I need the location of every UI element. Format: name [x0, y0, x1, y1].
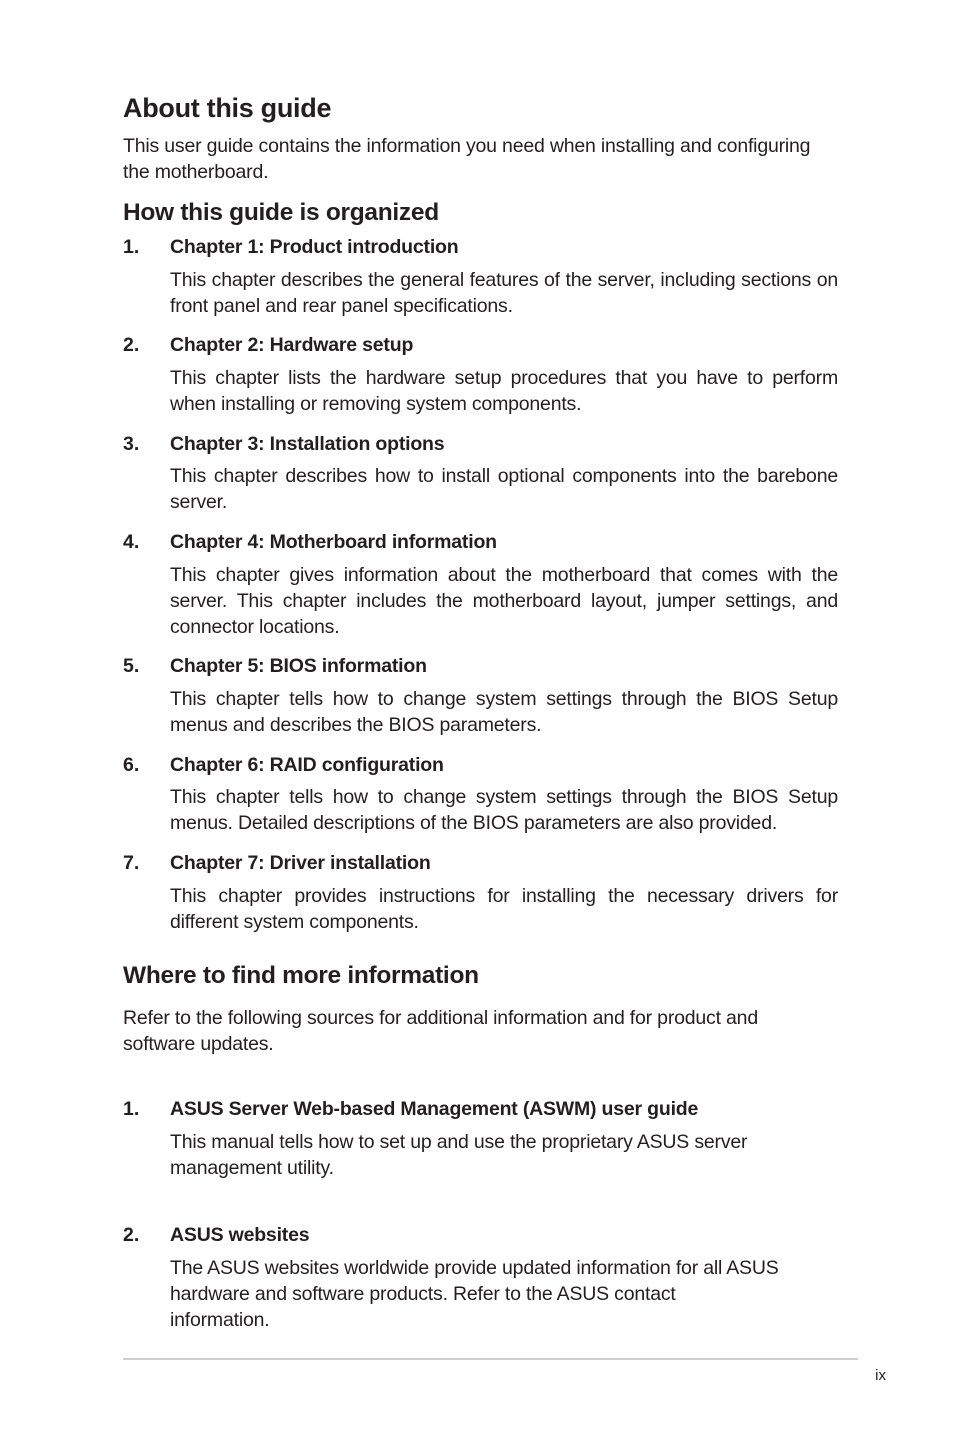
- chapter-description: This chapter describes the general features of the server, including sections on front panel and rear panel specifications.: [170, 269, 838, 317]
- source-description: This manual tells how to set up and use the proprietary ASUS server management utility.: [170, 1131, 748, 1179]
- chapter-number: 7.: [123, 852, 140, 874]
- source-description: The ASUS websites worldwide provide updated information for all ASUS hardware and software products. Refer to the ASUS contact information.: [170, 1257, 779, 1331]
- source-number: 2.: [123, 1224, 140, 1246]
- chapter-heading: Chapter 7: Driver installation: [170, 852, 431, 874]
- more-info-intro: Refer to the following sources for additional information and for product and software updates.: [123, 1007, 758, 1055]
- chapter-heading: Chapter 5: BIOS information: [170, 655, 427, 677]
- chapter-heading: Chapter 1: Product introduction: [170, 236, 459, 258]
- source-heading: ASUS websites: [170, 1224, 310, 1246]
- chapter-heading: Chapter 3: Installation options: [170, 433, 445, 455]
- chapter-heading: Chapter 6: RAID configuration: [170, 754, 444, 776]
- section-title-organized: How this guide is organized: [123, 199, 439, 226]
- chapter-heading: Chapter 2: Hardware setup: [170, 334, 414, 356]
- chapter-description: This chapter describes how to install optional components into the barebone server.: [170, 465, 838, 513]
- chapter-number: 5.: [123, 655, 140, 677]
- chapter-number: 6.: [123, 754, 140, 776]
- chapter-number: 1.: [123, 236, 140, 258]
- chapter-heading: Chapter 4: Motherboard information: [170, 531, 497, 553]
- chapter-description: This chapter tells how to change system settings through the BIOS Setup menus. Detailed descriptions of the BIOS parameters are also provided.: [170, 786, 838, 834]
- about-intro: This user guide contains the information you need when installing and configuring the motherboard.: [123, 135, 811, 183]
- source-heading: ASUS Server Web-based Management (ASWM) user guide: [170, 1098, 699, 1120]
- chapter-description: This chapter gives information about the motherboard that comes with the server. This chapter includes the motherboard layout, jumper settings, and connector locations.: [170, 564, 838, 638]
- chapter-number: 3.: [123, 433, 140, 455]
- chapter-description: This chapter lists the hardware setup procedures that you have to perform when installing or removing system components.: [170, 367, 838, 415]
- chapter-number: 2.: [123, 334, 140, 356]
- chapter-number: 4.: [123, 531, 140, 553]
- section-title-more-info: Where to find more information: [123, 962, 479, 989]
- source-number: 1.: [123, 1098, 140, 1120]
- page-title: About this guide: [123, 93, 332, 123]
- chapter-description: This chapter provides instructions for installing the necessary drivers for different system components.: [170, 885, 838, 933]
- page-number: ix: [875, 1367, 886, 1384]
- chapter-description: This chapter tells how to change system settings through the BIOS Setup menus and describes the BIOS parameters.: [170, 688, 838, 736]
- footer-divider: [123, 1358, 858, 1360]
